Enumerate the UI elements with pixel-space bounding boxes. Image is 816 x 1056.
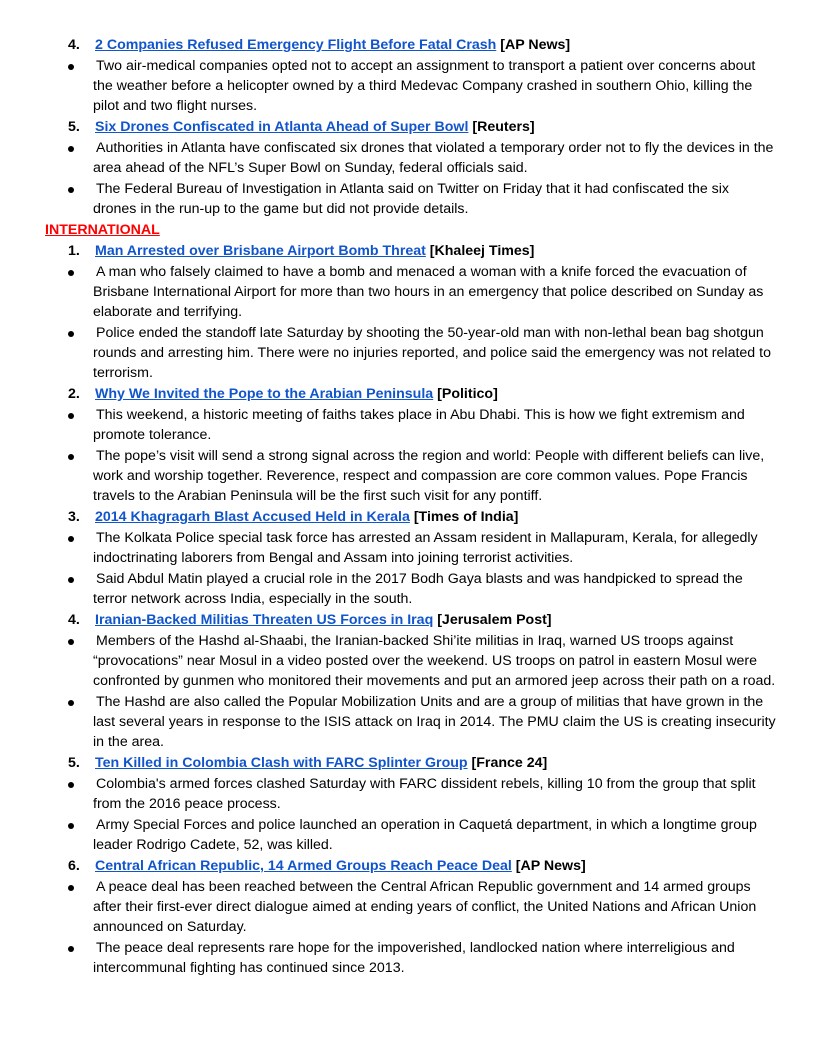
story-bullet: [0, 877, 816, 937]
story-bullet: [0, 56, 816, 116]
bullet-dot-icon: [68, 946, 74, 952]
story-bullet: [0, 774, 816, 814]
story-number: 4.: [68, 612, 80, 628]
story-number: 6.: [68, 858, 80, 874]
bullet-text: A man who falsely claimed to have a bomb and menaced a woman with a knife forced the evacuation of Brisbane International Airport for more than two hours in an emergency that police described on Sunday as elaborate and terrifying.: [93, 264, 764, 320]
story-bullet: [0, 631, 816, 691]
story-source: [AP News]: [515, 858, 586, 874]
bullet-text: The Hashd are also called the Popular Mobilization Units and are a group of militias that have grown in the last several years in response to the ISIS attack on Iraq in 2014. The PMU claim the US is creating insecurity in the area.: [93, 694, 776, 750]
story-bullet: [0, 692, 816, 752]
story-bullet: [0, 405, 816, 445]
story-heading: [0, 384, 816, 405]
section-heading-international: [0, 220, 816, 241]
story-international-2: [0, 384, 816, 506]
bullet-text: Army Special Forces and police launched an operation in Caquetá department, in which a longtime group leader Rodrigo Cadete, 52, was killed.: [93, 817, 757, 853]
story-source: [Politico]: [437, 386, 498, 402]
story-bullet: [0, 446, 816, 506]
bullet-dot-icon: [68, 413, 74, 419]
story-number: 3.: [68, 509, 80, 525]
story-heading: [0, 35, 816, 56]
story-source: [AP News]: [500, 37, 571, 53]
story-title-link[interactable]: 2 Companies Refused Emergency Flight Before Fatal Crash: [95, 37, 497, 53]
story-number: 2.: [68, 386, 80, 402]
story-number: 1.: [68, 243, 80, 259]
story-title-link[interactable]: Why We Invited the Pope to the Arabian Peninsula: [95, 386, 434, 402]
story-bullet: [0, 179, 816, 219]
story-title-link[interactable]: Man Arrested over Brisbane Airport Bomb Threat: [95, 243, 426, 259]
story-international-6: [0, 856, 816, 978]
story-title-link[interactable]: Iranian-Backed Militias Threaten US Forces in Iraq: [95, 612, 434, 628]
bullet-dot-icon: [68, 187, 74, 193]
story-domestic-4: [0, 35, 816, 116]
story-bullet: [0, 262, 816, 322]
story-title-link[interactable]: 2014 Khagragarh Blast Accused Held in Kerala: [95, 509, 410, 525]
story-domestic-5: [0, 117, 816, 219]
bullet-dot-icon: [68, 270, 74, 276]
bullet-dot-icon: [68, 639, 74, 645]
bullet-dot-icon: [68, 454, 74, 460]
story-international-3: [0, 507, 816, 609]
bullet-dot-icon: [68, 331, 74, 337]
story-heading: [0, 507, 816, 528]
story-international-4: [0, 610, 816, 752]
bullet-dot-icon: [68, 577, 74, 583]
story-heading: [0, 753, 816, 774]
bullet-dot-icon: [68, 146, 74, 152]
bullet-dot-icon: [68, 782, 74, 788]
story-title-link[interactable]: Six Drones Confiscated in Atlanta Ahead of Super Bowl: [95, 119, 469, 135]
story-source: [Jerusalem Post]: [437, 612, 552, 628]
story-source: [France 24]: [471, 755, 548, 771]
story-international-1: [0, 241, 816, 383]
story-number: 5.: [68, 119, 80, 135]
story-bullet: [0, 938, 816, 978]
story-bullet: [0, 569, 816, 609]
story-bullet: [0, 323, 816, 383]
bullet-text: The peace deal represents rare hope for the impoverished, landlocked nation where interreligious and intercommunal fighting has continued since 2013.: [93, 940, 735, 976]
bullet-text: Police ended the standoff late Saturday by shooting the 50-year-old man with non-lethal bean bag shotgun rounds and arresting him. There were no injuries reported, and police said the emergency was not related to terrorism.: [93, 325, 771, 381]
bullet-text: A peace deal has been reached between the Central African Republic government and 14 armed groups after their first-ever direct dialogue aimed at ending years of conflict, the United Nations and African Union announced on Saturday.: [93, 879, 757, 935]
story-heading: [0, 610, 816, 631]
bullet-text: Said Abdul Matin played a crucial role in the 2017 Bodh Gaya blasts and was handpicked to spread the terror network across India, especially in the south.: [93, 571, 743, 607]
story-source: [Times of India]: [413, 509, 519, 525]
bullet-text: The Federal Bureau of Investigation in Atlanta said on Twitter on Friday that it had confiscated the six drones in the run-up to the game but did not provide details.: [93, 181, 730, 217]
story-title-link[interactable]: Central African Republic, 14 Armed Groups Reach Peace Deal: [95, 858, 512, 874]
bullet-dot-icon: [68, 885, 74, 891]
story-number: 4.: [68, 37, 80, 53]
story-international-5: [0, 753, 816, 855]
bullet-dot-icon: [68, 64, 74, 70]
story-bullet: [0, 138, 816, 178]
bullet-text: Authorities in Atlanta have confiscated six drones that violated a temporary order not to fly the devices in the area ahead of the NFL’s Super Bowl on Sunday, federal officials said.: [93, 140, 774, 176]
story-heading: [0, 241, 816, 262]
story-bullet: [0, 528, 816, 568]
story-bullet: [0, 815, 816, 855]
section-label: INTERNATIONAL: [45, 222, 160, 238]
bullet-dot-icon: [68, 536, 74, 542]
document-page: [0, 35, 816, 979]
story-number: 5.: [68, 755, 80, 771]
story-heading: [0, 856, 816, 877]
bullet-text: Two air-medical companies opted not to accept an assignment to transport a patient over concerns about the weather before a helicopter owned by a third Medevac Company crashed in southern Ohio, killing the pilot and two flight nurses.: [93, 58, 756, 114]
bullet-text: The pope’s visit will send a strong signal across the region and world: People with different beliefs can live, work and worship together. Reverence, respect and compassion are core common values. Pope Francis travels to the Arabian Peninsula will be the first such visit for any pontiff.: [93, 448, 765, 504]
bullet-text: Colombia's armed forces clashed Saturday with FARC dissident rebels, killing 10 from the group that split from the 2016 peace process.: [93, 776, 756, 812]
bullet-text: This weekend, a historic meeting of faiths takes place in Abu Dhabi. This is how we fight extremism and promote tolerance.: [93, 407, 745, 443]
story-heading: [0, 117, 816, 138]
story-source: [Reuters]: [472, 119, 535, 135]
story-title-link[interactable]: Ten Killed in Colombia Clash with FARC Splinter Group: [95, 755, 468, 771]
bullet-dot-icon: [68, 700, 74, 706]
bullet-dot-icon: [68, 823, 74, 829]
bullet-text: The Kolkata Police special task force has arrested an Assam resident in Mallapuram, Kerala, for allegedly indoctrinating laborers from Bengal and Assam into joining terrorist activities.: [93, 530, 758, 566]
story-source: [Khaleej Times]: [429, 243, 535, 259]
bullet-text: Members of the Hashd al-Shaabi, the Iranian-backed Shi’ite militias in Iraq, warned US troops against “provocations” near Mosul in a video posted over the weekend. US troops on patrol in eastern Mosul were confronted by gunmen who monitored their movements and put an armored jeep across their path on a road.: [93, 633, 776, 689]
